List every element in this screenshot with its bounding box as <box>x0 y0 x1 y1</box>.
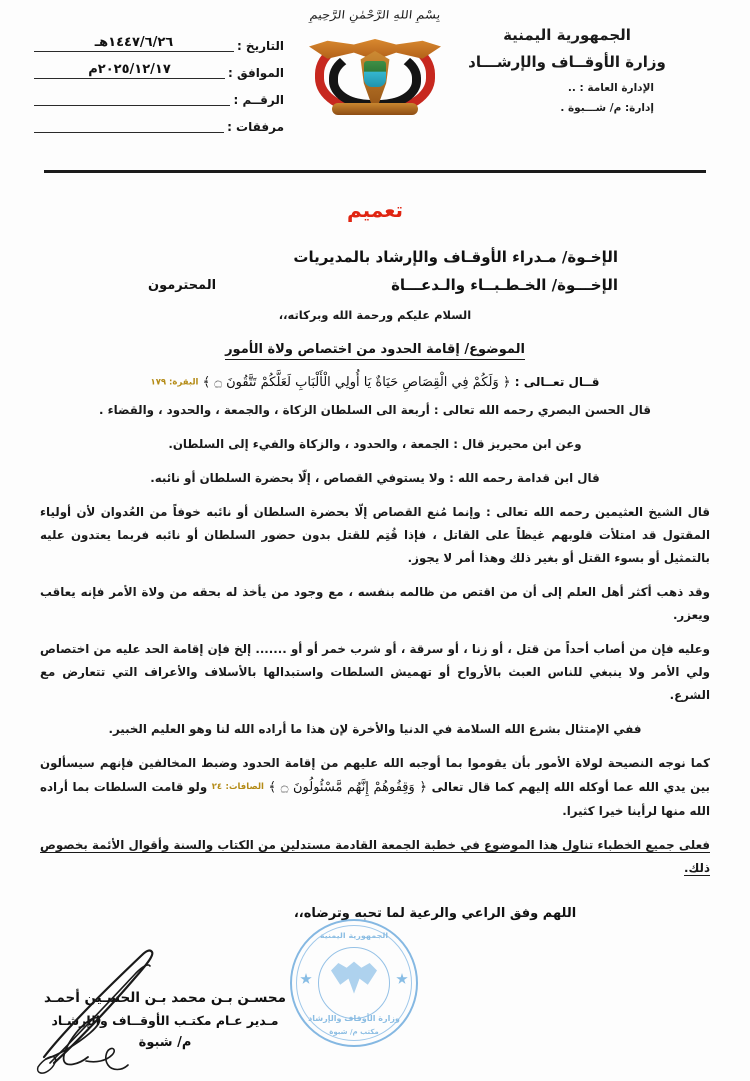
date-rule <box>34 35 234 52</box>
field-row-date <box>34 28 284 55</box>
paragraph-compliance: ففي الإمتثال بشرع الله السلامة في الدنيا والأخرة لإن هذا ما أراده الله لنا وهو العليم الخبير. <box>108 722 642 736</box>
number-rule <box>34 89 230 106</box>
emblem-shield <box>364 61 386 87</box>
gregorian-date-rule <box>34 62 225 79</box>
subject-text: الموضوع/ إقامة الحدود من اختصاص ولاة الأمور <box>225 342 525 360</box>
subject-line <box>40 342 710 357</box>
date-label: التاريخ : <box>236 39 284 53</box>
signatory-branch: م/ شبوة <box>138 1035 192 1051</box>
eagle-graphic <box>309 21 441 117</box>
paragraph-ibn-qudamah: قال ابن قدامة رحمه الله : ولا يستوفي القصاص ، إلّا بحضرة السلطان أو نائبه. <box>150 471 600 485</box>
instruction-text: فعلى جميع الخطباء تناول هذا الموضوع في خطبة الجمعة القادمة مستدلين من الكتاب والسنة وأقوال الأئمة بخصوص ذلك. <box>40 838 710 876</box>
basmala-calligraphy: بِسْمِ اللهِ الرَّحْمٰنِ الرَّحِيمِ <box>308 9 441 22</box>
paragraph-ibn-uthaymeen: قال الشيخ العثيمين رحمه الله تعالى : وإنما مُنع القصاص إلّا بحضرة السلطان أو نائبه خوفاً من العُدوان لأن أولياء المقتول قد امتلأت قلوبهم غيظاً على القاتل ، فإذا قُتِم للقتل بدون حضور السلطان أو نائبه فربما يعتدون عليه بالتمثيل أو بسوء القتل أو بغير ذلك وهذا أمر لا يجوز. <box>40 505 710 565</box>
signature-block <box>0 931 400 1055</box>
header-divider <box>44 170 706 173</box>
advice-before-verse: كما نوجه النصيحة لولاة الأمور بأن يقوموا بما أوجبه الله عليهم من إقامة الحدود وضبط المخالفين فإنهم سيسألون بين يدي الله عما أوكله الله إليهم كما قال تعالى <box>40 756 710 794</box>
page-title: تعميم <box>346 198 404 222</box>
field-row-gregorian-date <box>34 55 284 82</box>
advice-after-verse: ولو قامت السلطات بما أراده الله منها لرأينا خيرا كثيرا. <box>40 780 710 819</box>
signatory-title: مـدير عـام مكتـب الأوقــاف والإرشـاد <box>51 1013 279 1029</box>
stamp-top-text: الجمهورية اليمنية <box>319 931 389 940</box>
signatory-name: محسـن بـن محمد بـن الحسـين أحمـد <box>44 989 286 1006</box>
greeting-line: السلام عليكم ورحمة الله وبركاته،، <box>278 308 472 322</box>
gregorian-date-label: الموافق : <box>228 66 284 80</box>
verse-1-intro: قــال تعــالى : <box>514 375 600 389</box>
gregorian-date-value: ٢٠٢٥/١٢/١٧م <box>34 62 225 77</box>
respect-word: المحترمون <box>148 278 217 293</box>
document-body <box>40 190 710 921</box>
attachments-label: مرفقات : <box>227 120 284 134</box>
date-value: ١٤٤٧/٦/٢٦هـ <box>34 35 234 50</box>
general-administration-label: الإدارة العامة : .. <box>567 82 654 94</box>
stamp-bottom-text: وزارة الأوقاف والإرشاد <box>308 1014 400 1023</box>
official-stamp-icon <box>288 917 420 1049</box>
attachments-rule <box>34 116 224 133</box>
quran-verse-2-text: ﴿ وَقِفُوهُمْ إِنَّهُم مَّسْئُولُونَ ۝ ﴾ <box>268 780 427 795</box>
paragraph-ibn-muhayriz: وعن ابن محيريز قال : الجمعة ، والحدود ، والزكاة والفيء إلى السلطان. <box>168 437 582 451</box>
paragraph-scholars-majority: وقد ذهب أكثر أهل العلم إلى أن من اقتص من ظالمه بنفسه ، مع وجود من يأخذ له بحقه من ولاة الأمر فإنه يعاقب ويعزر. <box>40 585 710 622</box>
document-header <box>0 0 750 150</box>
quran-verse-1 <box>40 375 710 390</box>
closing-prayer: اللهم وفق الراعي والرعية لما تحبه وترضاه،، <box>293 906 577 922</box>
addressee-line-2 <box>40 276 710 294</box>
administration-label: إدارة: م/ شـــبوة . <box>560 101 654 114</box>
paragraph-instruction-to-preachers <box>40 834 710 880</box>
paragraph-hudud-authority: وعليه فإن من أصاب أحداً من قتل ، أو زنا ، أو سرقة ، أو شرب خمر أو أو ....... إلخ فإن إقامة الحد عليه من اختصاص ولي الأمر ولا ينبغي للناس العبث بالأرواح أو تهميش السلطات واستبدالها بالأسلاف والأعراف التي تتعارض مع الشرع. <box>40 642 710 702</box>
addressee-1-text: الإخـوة/ مـدراء الأوقـاف والإرشاد بالمديريات <box>293 248 618 266</box>
field-row-attachments <box>34 109 284 136</box>
paragraph-advice-to-rulers <box>40 752 710 823</box>
reference-fields-block <box>34 28 284 136</box>
number-label: الرقــم : <box>233 93 284 107</box>
paragraph-hasan-basri: قال الحسن البصري رحمه الله تعالى : أربعة الى السلطان الزكاة ، والجمعة ، والحدود ، والقضاء . <box>99 403 651 417</box>
ministry-name: وزارة الأوقــاف والإرشـــاد <box>468 52 666 71</box>
field-row-number <box>34 82 284 109</box>
country-name: الجمهورية اليمنية <box>503 26 631 44</box>
addressee-line-1 <box>40 248 710 266</box>
yemen-eagle-emblem-icon <box>300 8 450 136</box>
quran-verse-2-reference: الصافات: ٢٤ <box>211 782 264 793</box>
verse-1-text: ﴿ وَلَكُمْ فِي الْقِصَاصِ حَيَاةٌ يَا أُولِي الْأَلْبَابِ لَعَلَّكُمْ تَتَّقُونَ ۝ ﴾ <box>202 375 511 390</box>
ministry-identity-block <box>422 24 712 119</box>
verse-1-reference: البقرة: ١٧٩ <box>150 377 199 388</box>
addressee-2-text: الإخـــوة/ الخـطـبــاء والـدعـــاة <box>391 276 618 294</box>
emblem-scroll <box>332 103 418 115</box>
stamp-sub-text: مكتب م/ شبوة <box>329 1028 379 1036</box>
